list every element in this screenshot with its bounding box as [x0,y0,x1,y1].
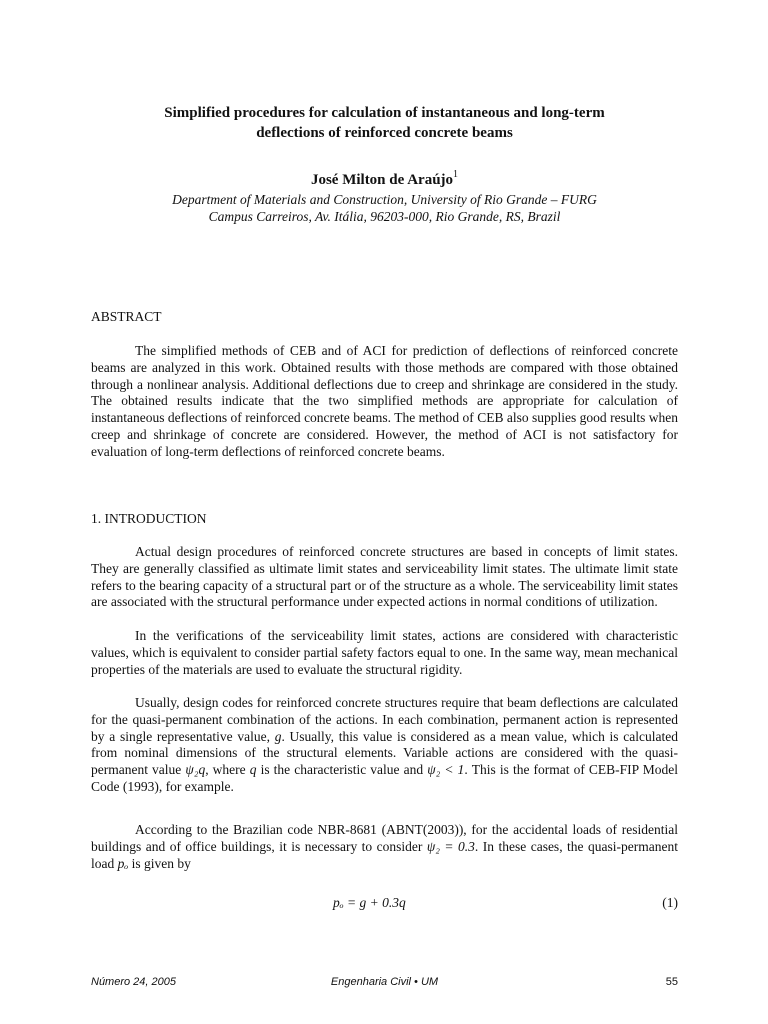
introduction-heading: 1. INTRODUCTION [91,511,207,526]
author-name-text: José Milton de Araújo [310,172,454,188]
page-footer [91,974,678,990]
author-footnote-mark: 1 [453,169,459,180]
math-psi2-q: ψ₂q [185,762,206,778]
para3-text-d: is the characteristic value and [260,762,424,778]
para3-text-a: Usually, design codes for reinforced concrete structures require that beam deflections are calculated for the quasi-permanent combination of the actions. In each combination, permanent action is represented by a single representative value, [91,695,678,744]
math-psi2-lt-1: ψ₂ < 1 [427,762,465,778]
intro-paragraph-3 [91,695,678,796]
abstract-paragraph: The simplified methods of CEB and of ACI for prediction of deflections of reinforced concrete beams are analyzed in this work. Obtained results with those methods are compared with those obtained through a nonlinear analysis. Additional deflections due to creep and shrinkage are considered in the study. The obtained results indicate that the two simplified methods are appropriate for calculation of instantaneous deflections of reinforced concrete beams. The method of CEB also supplies good results when creep and shrinkage of concrete are considered. However, the method of ACI is not satisfactory for evaluation of long-term deflections of reinforced concrete beams. [91,343,678,459]
title-line-1: Simplified procedures for calculation of instantaneous and long-term [164,105,605,121]
title-line-2: deflections of reinforced concrete beams [256,125,513,141]
footer-journal: Engenharia Civil • UM [330,976,439,988]
author-name [91,170,678,190]
equation-body: pₒ = g + 0.3q [333,895,406,910]
intro-paragraph-1: Actual design procedures of reinforced concrete structures are based in concepts of limit states. They are generally classified as ultimate limit states and serviceability limit states. The ultimate limit state refers to the bearing capacity of a structural part or of the structure as a whole. The serviceability limit states are associated with the structural performance under expected actions in normal conditions of utilization. [91,544,678,610]
equation-number: (1) [662,895,678,910]
abstract-heading: ABSTRACT [91,309,162,324]
para4-text-a: According to the Brazilian code NBR-8681 (ABNT(2003)), for the accidental loads of residential buildings and of office buildings, it is necessary to consider [91,822,678,854]
equation-1 [91,894,678,912]
math-po: pₒ [117,855,129,871]
paper-title [91,103,678,143]
math-g: g [274,728,282,744]
affiliation-line-1: Department of Materials and Construction, University of Rio Grande – FURG [172,192,597,207]
math-q: q [249,762,257,778]
affiliation-line-2: Campus Carreiros, Av. Itália, 96203-000, Rio Grande, RS, Brazil [208,209,561,224]
para4-text-b: . In these cases, the quasi-permanent load [91,838,678,871]
para3-text-b: . Usually, this value is considered as a mean value, which is calculated from nominal dimensions of the structural elements. Variable actions are considered with the quasi-permanent value [91,728,678,778]
para3-text-e: . This is the format of CEB-FIP Model Code (1993), for example. [91,762,679,794]
math-psi2-eq: ψ₂ = 0.3 [426,838,475,854]
intro-paragraph-2: In the verifications of the serviceability limit states, actions are considered with characteristic values, which is equivalent to consider partial safety factors equal to one. In the same way, mean mechanical properties of the materials are used to evaluate the structural rigidity. [91,628,678,677]
author-affiliation [91,191,678,225]
para3-text-c: , where [205,762,246,778]
para4-text-c: is given by [131,855,191,871]
page-number: 55 [665,976,678,988]
footer-issue: Número 24, 2005 [91,976,176,988]
intro-paragraph-4 [91,822,678,872]
